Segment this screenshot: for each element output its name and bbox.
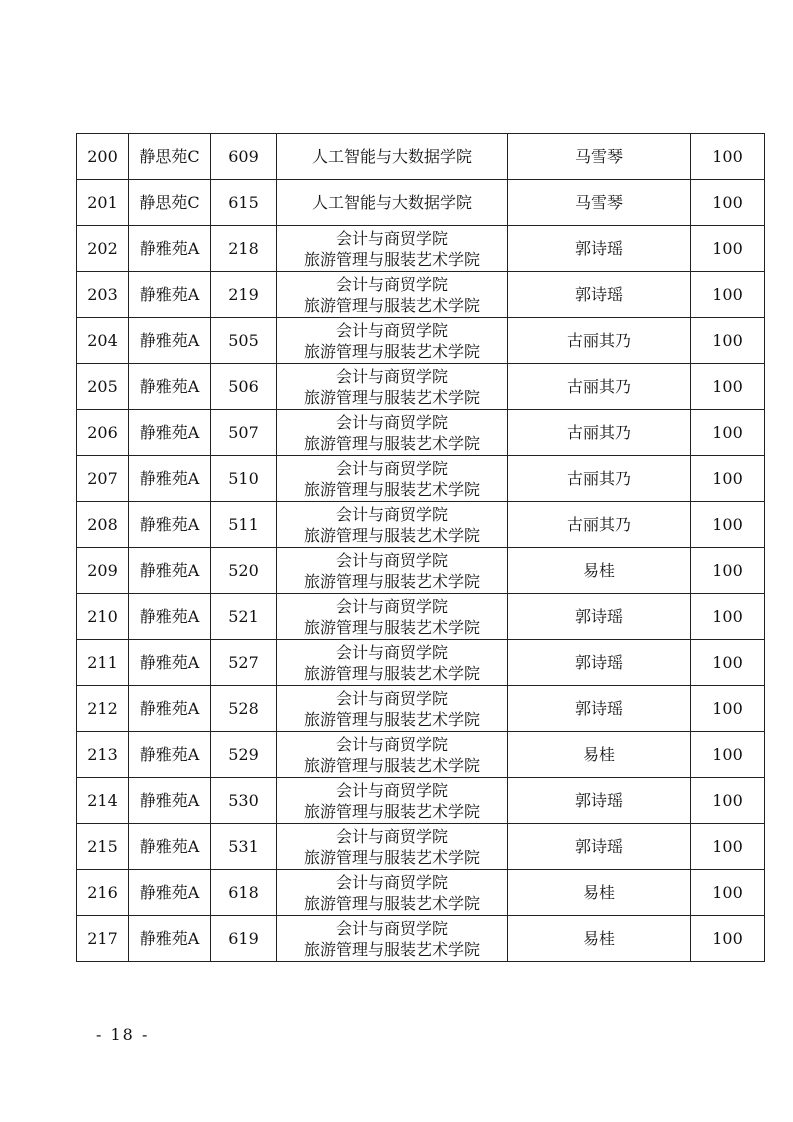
building-cell: 静雅苑A [129,686,211,732]
college-line-1: 会计与商贸学院 [335,642,448,662]
score-cell: 100 [691,548,765,594]
building-cell: 静雅苑A [129,410,211,456]
table-row [77,686,765,732]
room-cell: 219 [211,272,277,318]
row-number-cell: 212 [77,686,129,732]
college-cell [277,456,508,502]
table-body [77,134,765,962]
college-line-1: 会计与商贸学院 [335,412,448,432]
row-number-cell: 213 [77,732,129,778]
score-cell: 100 [691,364,765,410]
table-row [77,594,765,640]
row-number-cell: 202 [77,226,129,272]
table-row [77,824,765,870]
counselor-name-cell: 郭诗瑶 [508,824,691,870]
building-cell: 静雅苑A [129,640,211,686]
table-row [77,318,765,364]
college-cell [277,870,508,916]
table-row [77,502,765,548]
room-cell: 218 [211,226,277,272]
counselor-name-cell: 郭诗瑶 [508,272,691,318]
college-cell [277,594,508,640]
page-number: - 18 - [96,1025,150,1044]
table-row [77,778,765,824]
counselor-name-cell: 郭诗瑶 [508,686,691,732]
counselor-name-cell: 郭诗瑶 [508,640,691,686]
table-row [77,870,765,916]
college-line-1: 会计与商贸学院 [335,366,448,386]
room-cell: 520 [211,548,277,594]
college-cell [277,134,508,180]
college-line-2: 旅游管理与服装艺术学院 [303,709,480,729]
score-cell: 100 [691,870,765,916]
college-line-2: 旅游管理与服装艺术学院 [303,939,480,959]
college-cell [277,548,508,594]
building-cell: 静雅苑A [129,318,211,364]
college-line-1: 会计与商贸学院 [335,826,448,846]
row-number-cell: 205 [77,364,129,410]
college-line-1: 会计与商贸学院 [335,228,448,248]
college-line-1: 会计与商贸学院 [335,918,448,938]
room-cell: 530 [211,778,277,824]
building-cell: 静思苑C [129,134,211,180]
building-cell: 静雅苑A [129,364,211,410]
college-line-1: 会计与商贸学院 [335,734,448,754]
room-cell: 531 [211,824,277,870]
building-cell: 静雅苑A [129,456,211,502]
table-row [77,456,765,502]
room-cell: 528 [211,686,277,732]
college-cell [277,318,508,364]
college-line-2: 旅游管理与服装艺术学院 [303,755,480,775]
room-cell: 609 [211,134,277,180]
counselor-name-cell: 马雪琴 [508,134,691,180]
score-cell: 100 [691,226,765,272]
room-cell: 618 [211,870,277,916]
building-cell: 静雅苑A [129,594,211,640]
score-cell: 100 [691,732,765,778]
score-cell: 100 [691,134,765,180]
college-line-2: 旅游管理与服装艺术学院 [303,295,480,315]
building-cell: 静雅苑A [129,272,211,318]
counselor-name-cell: 易桂 [508,916,691,962]
row-number-cell: 209 [77,548,129,594]
college-cell [277,640,508,686]
college-cell [277,732,508,778]
college-line-1: 会计与商贸学院 [335,780,448,800]
college-cell [277,916,508,962]
college-cell [277,226,508,272]
row-number-cell: 210 [77,594,129,640]
college-line-1: 会计与商贸学院 [335,274,448,294]
room-cell: 505 [211,318,277,364]
row-number-cell: 217 [77,916,129,962]
score-cell: 100 [691,640,765,686]
college-line-2: 旅游管理与服装艺术学院 [303,249,480,269]
college-cell [277,364,508,410]
score-cell: 100 [691,456,765,502]
counselor-name-cell: 古丽其乃 [508,456,691,502]
table-row [77,732,765,778]
room-cell: 619 [211,916,277,962]
college-cell [277,180,508,226]
building-cell: 静雅苑A [129,732,211,778]
table-row [77,410,765,456]
counselor-name-cell: 易桂 [508,548,691,594]
college-line-1: 人工智能与大数据学院 [311,193,472,212]
college-cell [277,272,508,318]
row-number-cell: 206 [77,410,129,456]
college-line-2: 旅游管理与服装艺术学院 [303,341,480,361]
score-cell: 100 [691,916,765,962]
counselor-name-cell: 古丽其乃 [508,410,691,456]
row-number-cell: 214 [77,778,129,824]
college-line-1: 会计与商贸学院 [335,550,448,570]
college-line-1: 会计与商贸学院 [335,504,448,524]
table-row [77,364,765,410]
counselor-name-cell: 易桂 [508,732,691,778]
counselor-name-cell: 郭诗瑶 [508,226,691,272]
room-cell: 507 [211,410,277,456]
college-cell [277,410,508,456]
college-line-2: 旅游管理与服装艺术学院 [303,663,480,683]
college-line-2: 旅游管理与服装艺术学院 [303,571,480,591]
score-cell: 100 [691,594,765,640]
building-cell: 静雅苑A [129,548,211,594]
counselor-name-cell: 古丽其乃 [508,318,691,364]
score-cell: 100 [691,778,765,824]
row-number-cell: 208 [77,502,129,548]
college-line-1: 会计与商贸学院 [335,688,448,708]
counselor-name-cell: 马雪琴 [508,180,691,226]
row-number-cell: 207 [77,456,129,502]
table-row [77,134,765,180]
score-cell: 100 [691,502,765,548]
score-cell: 100 [691,686,765,732]
room-cell: 615 [211,180,277,226]
room-cell: 529 [211,732,277,778]
table-row [77,272,765,318]
score-cell: 100 [691,180,765,226]
building-cell: 静雅苑A [129,916,211,962]
room-cell: 521 [211,594,277,640]
college-line-2: 旅游管理与服装艺术学院 [303,387,480,407]
college-line-2: 旅游管理与服装艺术学院 [303,433,480,453]
college-line-2: 旅游管理与服装艺术学院 [303,847,480,867]
college-line-1: 会计与商贸学院 [335,458,448,478]
score-cell: 100 [691,410,765,456]
college-line-1: 人工智能与大数据学院 [311,147,472,166]
score-cell: 100 [691,272,765,318]
room-cell: 511 [211,502,277,548]
row-number-cell: 211 [77,640,129,686]
building-cell: 静雅苑A [129,778,211,824]
counselor-name-cell: 古丽其乃 [508,364,691,410]
college-line-2: 旅游管理与服装艺术学院 [303,617,480,637]
college-cell [277,778,508,824]
row-number-cell: 215 [77,824,129,870]
college-cell [277,686,508,732]
row-number-cell: 204 [77,318,129,364]
table-row [77,548,765,594]
row-number-cell: 201 [77,180,129,226]
counselor-name-cell: 古丽其乃 [508,502,691,548]
counselor-name-cell: 郭诗瑶 [508,594,691,640]
building-cell: 静雅苑A [129,226,211,272]
table-row [77,226,765,272]
college-line-1: 会计与商贸学院 [335,320,448,340]
college-line-1: 会计与商贸学院 [335,872,448,892]
room-cell: 527 [211,640,277,686]
building-cell: 静雅苑A [129,870,211,916]
college-line-2: 旅游管理与服装艺术学院 [303,893,480,913]
building-cell: 静雅苑A [129,502,211,548]
college-cell [277,502,508,548]
row-number-cell: 200 [77,134,129,180]
college-line-2: 旅游管理与服装艺术学院 [303,479,480,499]
counselor-name-cell: 郭诗瑶 [508,778,691,824]
college-line-2: 旅游管理与服装艺术学院 [303,801,480,821]
college-cell [277,824,508,870]
table-row [77,916,765,962]
building-cell: 静思苑C [129,180,211,226]
row-number-cell: 203 [77,272,129,318]
college-line-1: 会计与商贸学院 [335,596,448,616]
row-number-cell: 216 [77,870,129,916]
score-cell: 100 [691,824,765,870]
building-cell: 静雅苑A [129,824,211,870]
table-row [77,180,765,226]
score-cell: 100 [691,318,765,364]
counselor-name-cell: 易桂 [508,870,691,916]
college-line-2: 旅游管理与服装艺术学院 [303,525,480,545]
table-row [77,640,765,686]
room-cell: 510 [211,456,277,502]
dormitory-score-table [76,133,765,962]
room-cell: 506 [211,364,277,410]
